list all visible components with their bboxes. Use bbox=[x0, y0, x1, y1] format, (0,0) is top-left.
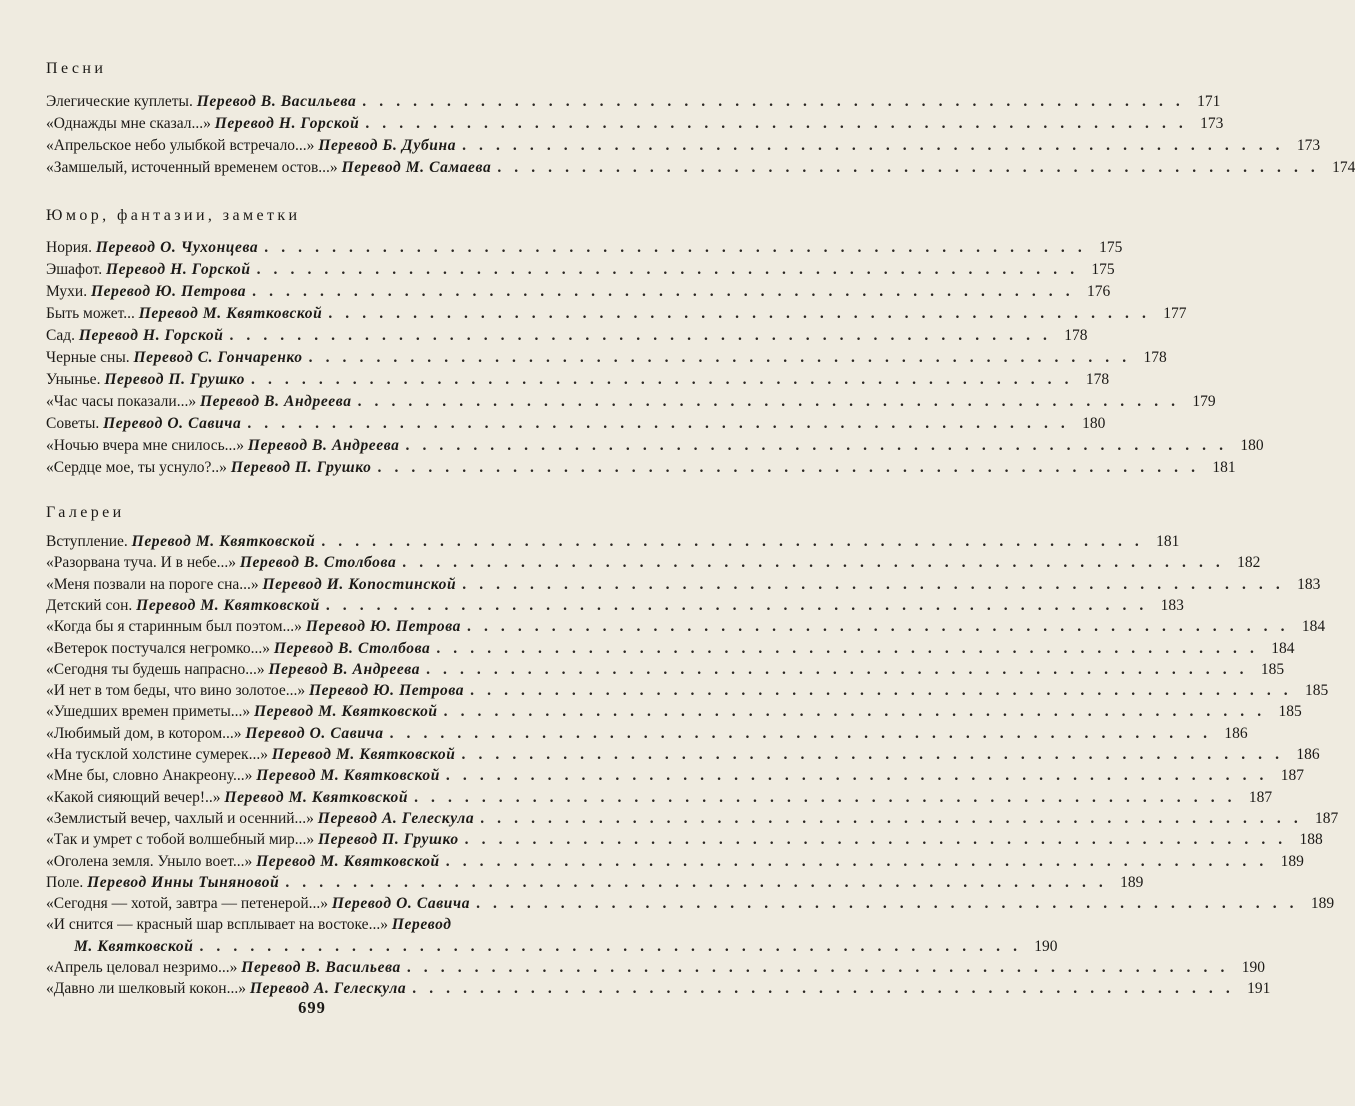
toc-entry bbox=[46, 701, 1302, 723]
leader-dots: . . . . . . . . . . . . . . . . . . . . . . . . . . . . . . . . . . . . . . . . . . . . . . . . . bbox=[256, 261, 1079, 278]
entry-translator: Перевод М. Квятковской bbox=[131, 533, 316, 550]
entry-translator: Перевод Б. Дубина bbox=[318, 137, 457, 154]
leader-dots: . . . . . . . . . . . . . . . . . . . . . . . . . . . . . . . . . . . . . . . . . . . . . . . . . bbox=[321, 533, 1144, 550]
entry-page: 186 bbox=[1296, 746, 1320, 763]
toc-entry-continuation bbox=[46, 936, 1058, 958]
entry-title: «И нет в том беды, что вино золотое...» bbox=[46, 682, 306, 700]
leader-dots: . . . . . . . . . . . . . . . . . . . . . . . . . . . . . . . . . . . . . . . . . . . . . . . . . bbox=[325, 596, 1148, 614]
entry-page: 177 bbox=[1163, 305, 1187, 322]
entry-page: 178 bbox=[1085, 371, 1110, 388]
leader-dots: . . . . . . . . . . . . . . . . . . . . . . . . . . . . . . . . . . . . . . . . . . . . . . . . . bbox=[229, 327, 1052, 344]
toc-entry bbox=[46, 391, 1216, 413]
entry-page: 184 bbox=[1271, 639, 1295, 657]
entry-translator: Перевод О. Савича bbox=[331, 895, 471, 913]
entry-page: 185 bbox=[1260, 660, 1285, 678]
leader-dots: . . . . . . . . . . . . . . . . . . . . . . . . . . . . . . . . . . . . . . . . . . . . . . . . . bbox=[362, 93, 1185, 110]
toc-entry bbox=[46, 552, 1261, 574]
toc-entry bbox=[46, 135, 1321, 157]
entry-translator: Перевод Н. Горской bbox=[214, 115, 360, 132]
leader-dots: . . . . . . . . . . . . . . . . . . . . . . . . . . . . . . . . . . . . . . . . . . . . . . . . . bbox=[467, 618, 1290, 636]
entry-page: 174 bbox=[1332, 159, 1355, 176]
entry-title: «Ветерок постучался негромко...» bbox=[46, 639, 271, 657]
entry-page: 175 bbox=[1091, 261, 1115, 278]
entry-page: 184 bbox=[1301, 618, 1326, 636]
entry-page: 178 bbox=[1064, 327, 1088, 344]
entry-translator: Перевод bbox=[391, 916, 452, 934]
entry-page: 191 bbox=[1247, 980, 1271, 998]
leader-dots: . . . . . . . . . . . . . . . . . . . . . . . . . . . . . . . . . . . . . . . . . . . . . . . . . bbox=[247, 415, 1070, 432]
leader-dots: . . . . . . . . . . . . . . . . . . . . . . . . . . . . . . . . . . . . . . . . . . . . . . . . . bbox=[357, 393, 1180, 410]
leader-dots: . . . . . . . . . . . . . . . . . . . . . . . . . . . . . . . . . . . . . . . . . . . . . . . . . bbox=[285, 873, 1108, 891]
entry-page: 188 bbox=[1299, 831, 1323, 849]
toc-entry bbox=[46, 765, 1304, 787]
entry-page: 190 bbox=[1034, 937, 1058, 955]
leader-dots: . . . . . . . . . . . . . . . . . . . . . . . . . . . . . . . . . . . . . . . . . . . . . . . . . bbox=[497, 159, 1320, 176]
entry-translator: Перевод П. Грушко bbox=[230, 459, 372, 476]
entry-title: «Мне бы, словно Анакреону...» bbox=[46, 767, 253, 785]
entry-translator: Перевод Н. Горской bbox=[106, 261, 251, 278]
entry-title: Детский сон. bbox=[46, 596, 133, 614]
toc-entry bbox=[46, 680, 1329, 702]
toc-entry bbox=[46, 851, 1304, 873]
entry-page: 171 bbox=[1197, 93, 1221, 110]
entry-translator: Перевод А. Гелескула bbox=[317, 809, 475, 827]
entry-translator: Перевод М. Квятковской bbox=[256, 852, 440, 870]
leader-dots: . . . . . . . . . . . . . . . . . . . . . . . . . . . . . . . . . . . . . . . . . . . . . . . . . bbox=[377, 459, 1200, 476]
toc-entry bbox=[46, 325, 1088, 347]
entry-page: 175 bbox=[1099, 239, 1123, 256]
entry-translator: Перевод Ю. Петрова bbox=[305, 618, 461, 636]
entry-page: 186 bbox=[1224, 724, 1248, 742]
entry-translator: Перевод О. Савича bbox=[103, 415, 242, 432]
toc-entry bbox=[46, 281, 1111, 303]
entry-title: «Однажды мне сказал...» bbox=[46, 115, 211, 132]
leader-dots: . . . . . . . . . . . . . . . . . . . . . . . . . . . . . . . . . . . . . . . . . . . . . . . . . bbox=[445, 767, 1268, 785]
leader-dots: . . . . . . . . . . . . . . . . . . . . . . . . . . . . . . . . . . . . . . . . . . . . . . . . . bbox=[308, 349, 1131, 366]
entry-translator: Перевод М. Квятковской bbox=[138, 305, 323, 322]
entry-title: «Сегодня — хотой, завтра — петенерой...» bbox=[46, 895, 329, 913]
entry-translator: Перевод В. Андреева bbox=[247, 437, 400, 454]
toc-entry bbox=[46, 957, 1265, 979]
entry-title: «Ночью вчера мне снилось...» bbox=[46, 437, 245, 454]
entry-page: 173 bbox=[1296, 137, 1321, 154]
entry-translator: Перевод В. Васильева bbox=[196, 93, 357, 110]
entry-title: Сад. bbox=[46, 327, 75, 344]
toc-entry bbox=[46, 91, 1221, 113]
entry-translator: Перевод А. Гелескула bbox=[249, 980, 407, 998]
leader-dots: . . . . . . . . . . . . . . . . . . . . . . . . . . . . . . . . . . . . . . . . . . . . . . . . . bbox=[252, 283, 1075, 300]
toc-entry bbox=[46, 369, 1110, 391]
entry-title: Советы. bbox=[46, 415, 100, 432]
entry-translator: Перевод О. Савича bbox=[245, 724, 384, 742]
entry-title: «Оголена земля. Уныло воет...» bbox=[46, 852, 253, 870]
entry-page: 187 bbox=[1248, 788, 1273, 806]
toc-entry bbox=[46, 347, 1167, 369]
entry-translator: Перевод В. Столбова bbox=[239, 554, 397, 572]
entry-title: «Любимый дом, в котором...» bbox=[46, 724, 242, 742]
entry-page: 185 bbox=[1278, 703, 1302, 721]
toc-entry bbox=[46, 659, 1285, 681]
toc-entry bbox=[46, 303, 1187, 325]
toc-entry bbox=[46, 574, 1321, 596]
leader-dots: . . . . . . . . . . . . . . . . . . . . . . . . . . . . . . . . . . . . . . . . . . . . . . . . . bbox=[480, 809, 1303, 827]
leader-dots: . . . . . . . . . . . . . . . . . . . . . . . . . . . . . . . . . . . . . . . . . . . . . . . . . bbox=[462, 137, 1285, 154]
toc-entry bbox=[46, 808, 1339, 830]
entry-title: «Разорвана туча. И в небе...» bbox=[46, 554, 236, 572]
section-title-galleries: Галереи bbox=[46, 504, 125, 521]
entry-title: Элегические куплеты. bbox=[46, 93, 193, 110]
toc-entry-first-line bbox=[46, 914, 636, 936]
entry-page: 180 bbox=[1240, 437, 1264, 454]
entry-translator: Перевод М. Квятковской bbox=[271, 746, 456, 763]
toc-entry bbox=[46, 157, 1355, 179]
entry-translator: Перевод О. Чухонцева bbox=[95, 239, 259, 256]
toc-entry bbox=[46, 744, 1320, 766]
entry-page: 182 bbox=[1237, 554, 1261, 572]
leader-dots: . . . . . . . . . . . . . . . . . . . . . . . . . . . . . . . . . . . . . . . . . . . . . . . . . bbox=[199, 937, 1022, 955]
entry-translator: Перевод М. Квятковской bbox=[254, 703, 438, 721]
leader-dots: . . . . . . . . . . . . . . . . . . . . . . . . . . . . . . . . . . . . . . . . . . . . . . . . . bbox=[462, 575, 1285, 593]
entry-translator: Перевод Н. Горской bbox=[78, 327, 224, 344]
entry-translator: Перевод Ю. Петрова bbox=[90, 283, 247, 300]
entry-title: «На тусклой холстине сумерек...» bbox=[46, 746, 268, 763]
entry-translator: Перевод М. Квятковской bbox=[136, 596, 320, 614]
toc-entry bbox=[46, 457, 1236, 479]
entry-title: «Апрель целовал незримо...» bbox=[46, 959, 238, 976]
toc-entry bbox=[46, 723, 1248, 745]
entry-page: 176 bbox=[1086, 283, 1111, 300]
entry-translator: Перевод В. Андреева bbox=[268, 660, 421, 678]
leader-dots: . . . . . . . . . . . . . . . . . . . . . . . . . . . . . . . . . . . . . . . . . . . . . . . . . bbox=[251, 371, 1074, 388]
entry-title: «Ушедших времен приметы...» bbox=[46, 703, 251, 721]
leader-dots: . . . . . . . . . . . . . . . . . . . . . . . . . . . . . . . . . . . . . . . . . . . . . . . . . bbox=[476, 895, 1299, 913]
entry-page: 179 bbox=[1192, 393, 1216, 410]
entry-page: 183 bbox=[1297, 575, 1321, 593]
section-title-songs: Песни bbox=[46, 60, 107, 77]
entry-translator: Перевод М. Квятковской bbox=[256, 767, 440, 785]
toc-entry bbox=[46, 531, 1180, 553]
leader-dots: . . . . . . . . . . . . . . . . . . . . . . . . . . . . . . . . . . . . . . . . . . . . . . . . . bbox=[464, 831, 1287, 849]
leader-dots: . . . . . . . . . . . . . . . . . . . . . . . . . . . . . . . . . . . . . . . . . . . . . . . . . bbox=[402, 554, 1225, 572]
leader-dots: . . . . . . . . . . . . . . . . . . . . . . . . . . . . . . . . . . . . . . . . . . . . . . . . . bbox=[264, 239, 1087, 256]
entry-title: «Апрельское небо улыбкой встречало...» bbox=[46, 137, 315, 154]
entry-title: «Час часы показали...» bbox=[46, 393, 197, 410]
entry-page: 189 bbox=[1280, 852, 1304, 870]
leader-dots: . . . . . . . . . . . . . . . . . . . . . . . . . . . . . . . . . . . . . . . . . . . . . . . . . bbox=[445, 852, 1268, 870]
entry-page: 181 bbox=[1212, 459, 1236, 476]
toc-entry bbox=[46, 829, 1323, 851]
entry-title: Нория. bbox=[46, 239, 92, 256]
entry-title: Вступление. bbox=[46, 533, 128, 550]
leader-dots: . . . . . . . . . . . . . . . . . . . . . . . . . . . . . . . . . . . . . . . . . . . . . . . . . bbox=[414, 788, 1237, 806]
entry-translator: Перевод С. Гончаренко bbox=[133, 349, 303, 366]
entry-page: 181 bbox=[1156, 533, 1180, 550]
entry-page: 187 bbox=[1315, 809, 1339, 827]
toc-entry bbox=[46, 435, 1264, 457]
toc-entry bbox=[46, 595, 1184, 617]
entry-translator: Перевод Инны Тыняновой bbox=[87, 873, 280, 891]
entry-title: «И снится — красный шар всплывает на востоке...» bbox=[46, 916, 388, 934]
leader-dots: . . . . . . . . . . . . . . . . . . . . . . . . . . . . . . . . . . . . . . . . . . . . . . . . . bbox=[389, 724, 1212, 742]
toc-entry bbox=[46, 113, 1224, 135]
toc-entry bbox=[46, 787, 1273, 809]
entry-title: «Землистый вечер, чахлый и осенний...» bbox=[46, 809, 314, 827]
entry-translator: Перевод В. Андреева bbox=[199, 393, 352, 410]
leader-dots: . . . . . . . . . . . . . . . . . . . . . . . . . . . . . . . . . . . . . . . . . . . . . . . . . bbox=[406, 959, 1229, 976]
entry-title: Поле. bbox=[46, 873, 84, 891]
toc-entry bbox=[46, 872, 1144, 894]
toc-entry bbox=[46, 237, 1123, 259]
toc-entry bbox=[46, 893, 1335, 915]
entry-page: 178 bbox=[1143, 349, 1167, 366]
entry-page: 190 bbox=[1241, 959, 1265, 976]
leader-dots: . . . . . . . . . . . . . . . . . . . . . . . . . . . . . . . . . . . . . . . . . . . . . . . . . bbox=[443, 703, 1266, 721]
toc-entry bbox=[46, 638, 1295, 660]
entry-page: 189 bbox=[1120, 873, 1144, 891]
entry-title: Эшафот. bbox=[46, 261, 103, 278]
entry-title: «Меня позвали на пороге сна...» bbox=[46, 575, 259, 593]
entry-title: «Когда бы я старинным был поэтом...» bbox=[46, 618, 302, 636]
leader-dots: . . . . . . . . . . . . . . . . . . . . . . . . . . . . . . . . . . . . . . . . . . . . . . . . . bbox=[470, 682, 1293, 700]
entry-page: 183 bbox=[1160, 596, 1184, 614]
entry-title: «Какой сияющий вечер!..» bbox=[46, 788, 221, 806]
entry-title: «Сердце мое, ты уснуло?..» bbox=[46, 459, 227, 476]
leader-dots: . . . . . . . . . . . . . . . . . . . . . . . . . . . . . . . . . . . . . . . . . . . . . . . . . bbox=[461, 746, 1284, 763]
toc-entry bbox=[46, 978, 1271, 1000]
entry-translator: Перевод М. Квятковской bbox=[224, 788, 409, 806]
leader-dots: . . . . . . . . . . . . . . . . . . . . . . . . . . . . . . . . . . . . . . . . . . . . . . . . . bbox=[412, 980, 1235, 998]
leader-dots: . . . . . . . . . . . . . . . . . . . . . . . . . . . . . . . . . . . . . . . . . . . . . . . . . bbox=[365, 115, 1188, 132]
entry-page: 189 bbox=[1310, 895, 1335, 913]
toc-entry bbox=[46, 413, 1106, 435]
entry-translator: Перевод И. Копостинской bbox=[262, 575, 457, 593]
entry-translator: Перевод В. Столбова bbox=[273, 639, 431, 657]
page-number: 699 bbox=[298, 998, 326, 1017]
entry-translator: Перевод В. Васильева bbox=[241, 959, 401, 976]
leader-dots: . . . . . . . . . . . . . . . . . . . . . . . . . . . . . . . . . . . . . . . . . . . . . . . . . bbox=[426, 660, 1249, 678]
entry-translator: Перевод М. Самаева bbox=[341, 159, 492, 176]
entry-title: Черные сны. bbox=[46, 349, 130, 366]
toc-entry bbox=[46, 259, 1115, 281]
section-title-humor: Юмор, фантазии, заметки bbox=[46, 207, 301, 224]
entry-page: 173 bbox=[1200, 115, 1224, 132]
entry-translator-continued: М. Квятковской bbox=[74, 937, 194, 955]
entry-page: 187 bbox=[1280, 767, 1304, 785]
toc-entry bbox=[46, 616, 1326, 638]
entry-title: Быть может... bbox=[46, 305, 135, 322]
leader-dots: . . . . . . . . . . . . . . . . . . . . . . . . . . . . . . . . . . . . . . . . . . . . . . . . . bbox=[328, 305, 1151, 322]
entry-title: Мухи. bbox=[46, 283, 88, 300]
leader-dots: . . . . . . . . . . . . . . . . . . . . . . . . . . . . . . . . . . . . . . . . . . . . . . . . . bbox=[405, 437, 1228, 454]
entry-title: «Давно ли шелковый кокон...» bbox=[46, 980, 246, 998]
entry-title: «Так и умрет с тобой волшебный мир...» bbox=[46, 831, 315, 849]
entry-translator: Перевод П. Грушко bbox=[317, 831, 459, 849]
entry-page: 185 bbox=[1305, 682, 1329, 700]
entry-translator: Перевод П. Грушко bbox=[104, 371, 246, 388]
entry-translator: Перевод Ю. Петрова bbox=[308, 682, 465, 700]
leader-dots: . . . . . . . . . . . . . . . . . . . . . . . . . . . . . . . . . . . . . . . . . . . . . . . . . bbox=[436, 639, 1259, 657]
entry-title: Унынье. bbox=[46, 371, 101, 388]
entry-title: «Сегодня ты будешь напрасно...» bbox=[46, 660, 265, 678]
entry-page: 180 bbox=[1082, 415, 1106, 432]
entry-title: «Замшелый, источенный временем остов...» bbox=[46, 159, 338, 176]
